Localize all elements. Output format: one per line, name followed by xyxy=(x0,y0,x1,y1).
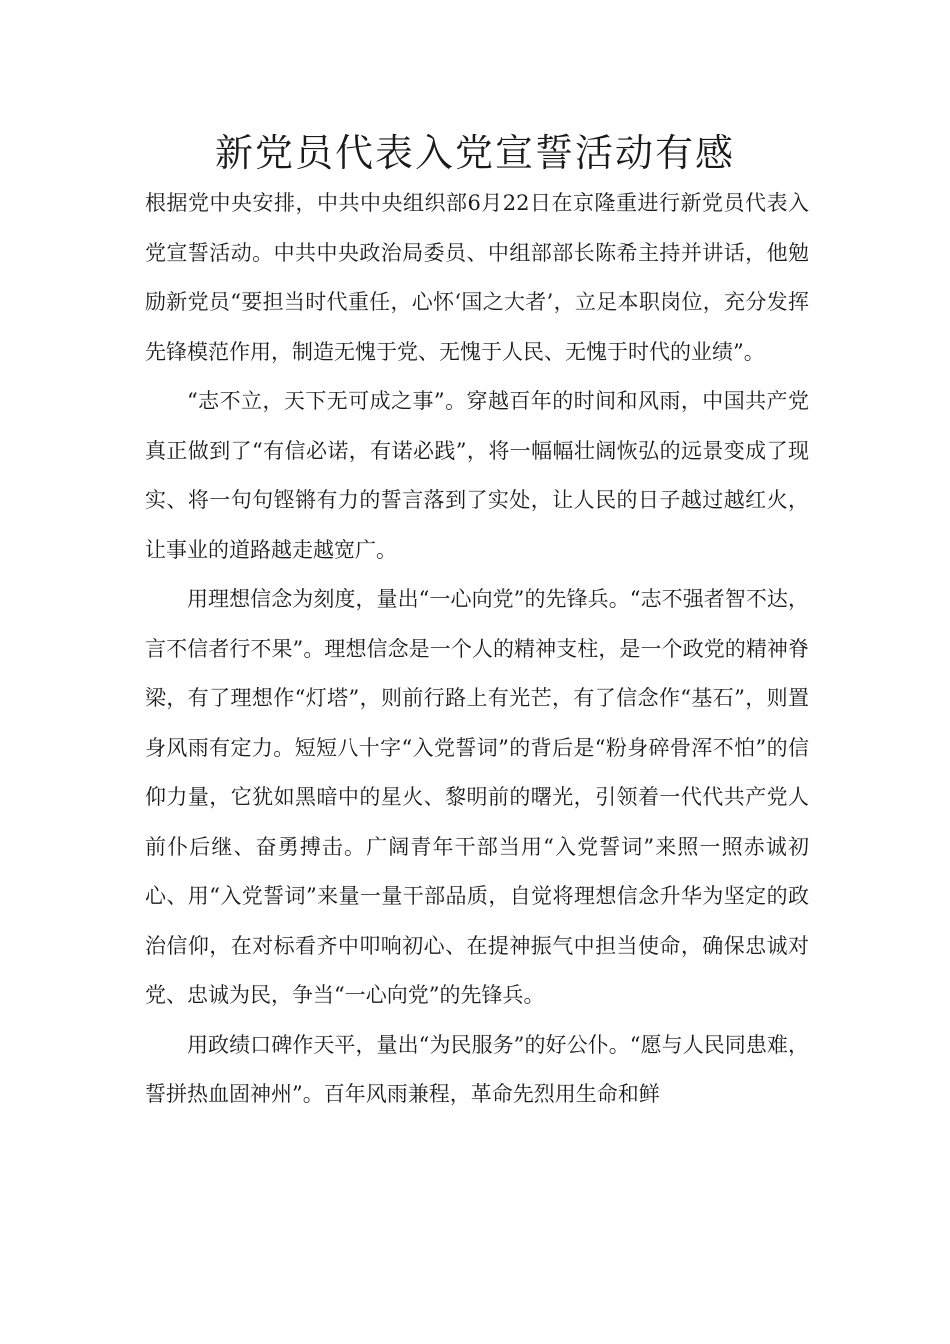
document-body xyxy=(145,179,809,1120)
paragraph-4: 用政绩口碑作天平，量出“为民服务”的好公仆。“愿与人民同患难，誓拼热血固神州”。百年风雨兼程，革命先烈用生命和鲜 xyxy=(145,1032,809,1106)
paragraph-2: “志不立，天下无可成之事”。穿越百年的时间和风雨，中国共产党真正做到了“有信必诺，有诺必践”，将一幅幅壮阔恢弘的远景变成了现实、将一句句铿锵有力的誓言落到了实处，让人民的日子越过越红火，让事业的道路越走越宽广。 xyxy=(145,389,809,562)
paragraph-1: 根据党中央安排，中共中央组织部6月22日在京隆重进行新党员代表入党宣誓活动。中共中央政治局委员、中组部部长陈希主持并讲话，他勉励新党员“要担当时代重任，心怀‘国之大者’，立足本职岗位，充分发挥先锋模范作用，制造无愧于党、无愧于人民、无愧于时代的业绩”。 xyxy=(145,191,809,364)
paragraph-3: 用理想信念为刻度，量出“一心向党”的先锋兵。“志不强者智不达，言不信者行不果”。理想信念是一个人的精神支柱，是一个政党的精神脊梁，有了理想作“灯塔”，则前行路上有光芒，有了信念作“基石”，则置身风雨有定力。短短八十字“入党誓词”的背后是“粉身碎骨浑不怕”的信仰力量，它犹如黑暗中的星火、黎明前的曙光，引领着一代代共产党人前仆后继、奋勇搏击。广阔青年干部当用“入党誓词”来照一照赤诚初心、用“入党誓词”来量一量干部品质，自觉将理想信念升华为坚定的政治信仰，在对标看齐中叩响初心、在提神振气中担当使命，确保忠诚对党、忠诚为民，争当“一心向党”的先锋兵。 xyxy=(145,587,809,1007)
document-title: 新党员代表入党宣誓活动有感 xyxy=(214,131,735,175)
